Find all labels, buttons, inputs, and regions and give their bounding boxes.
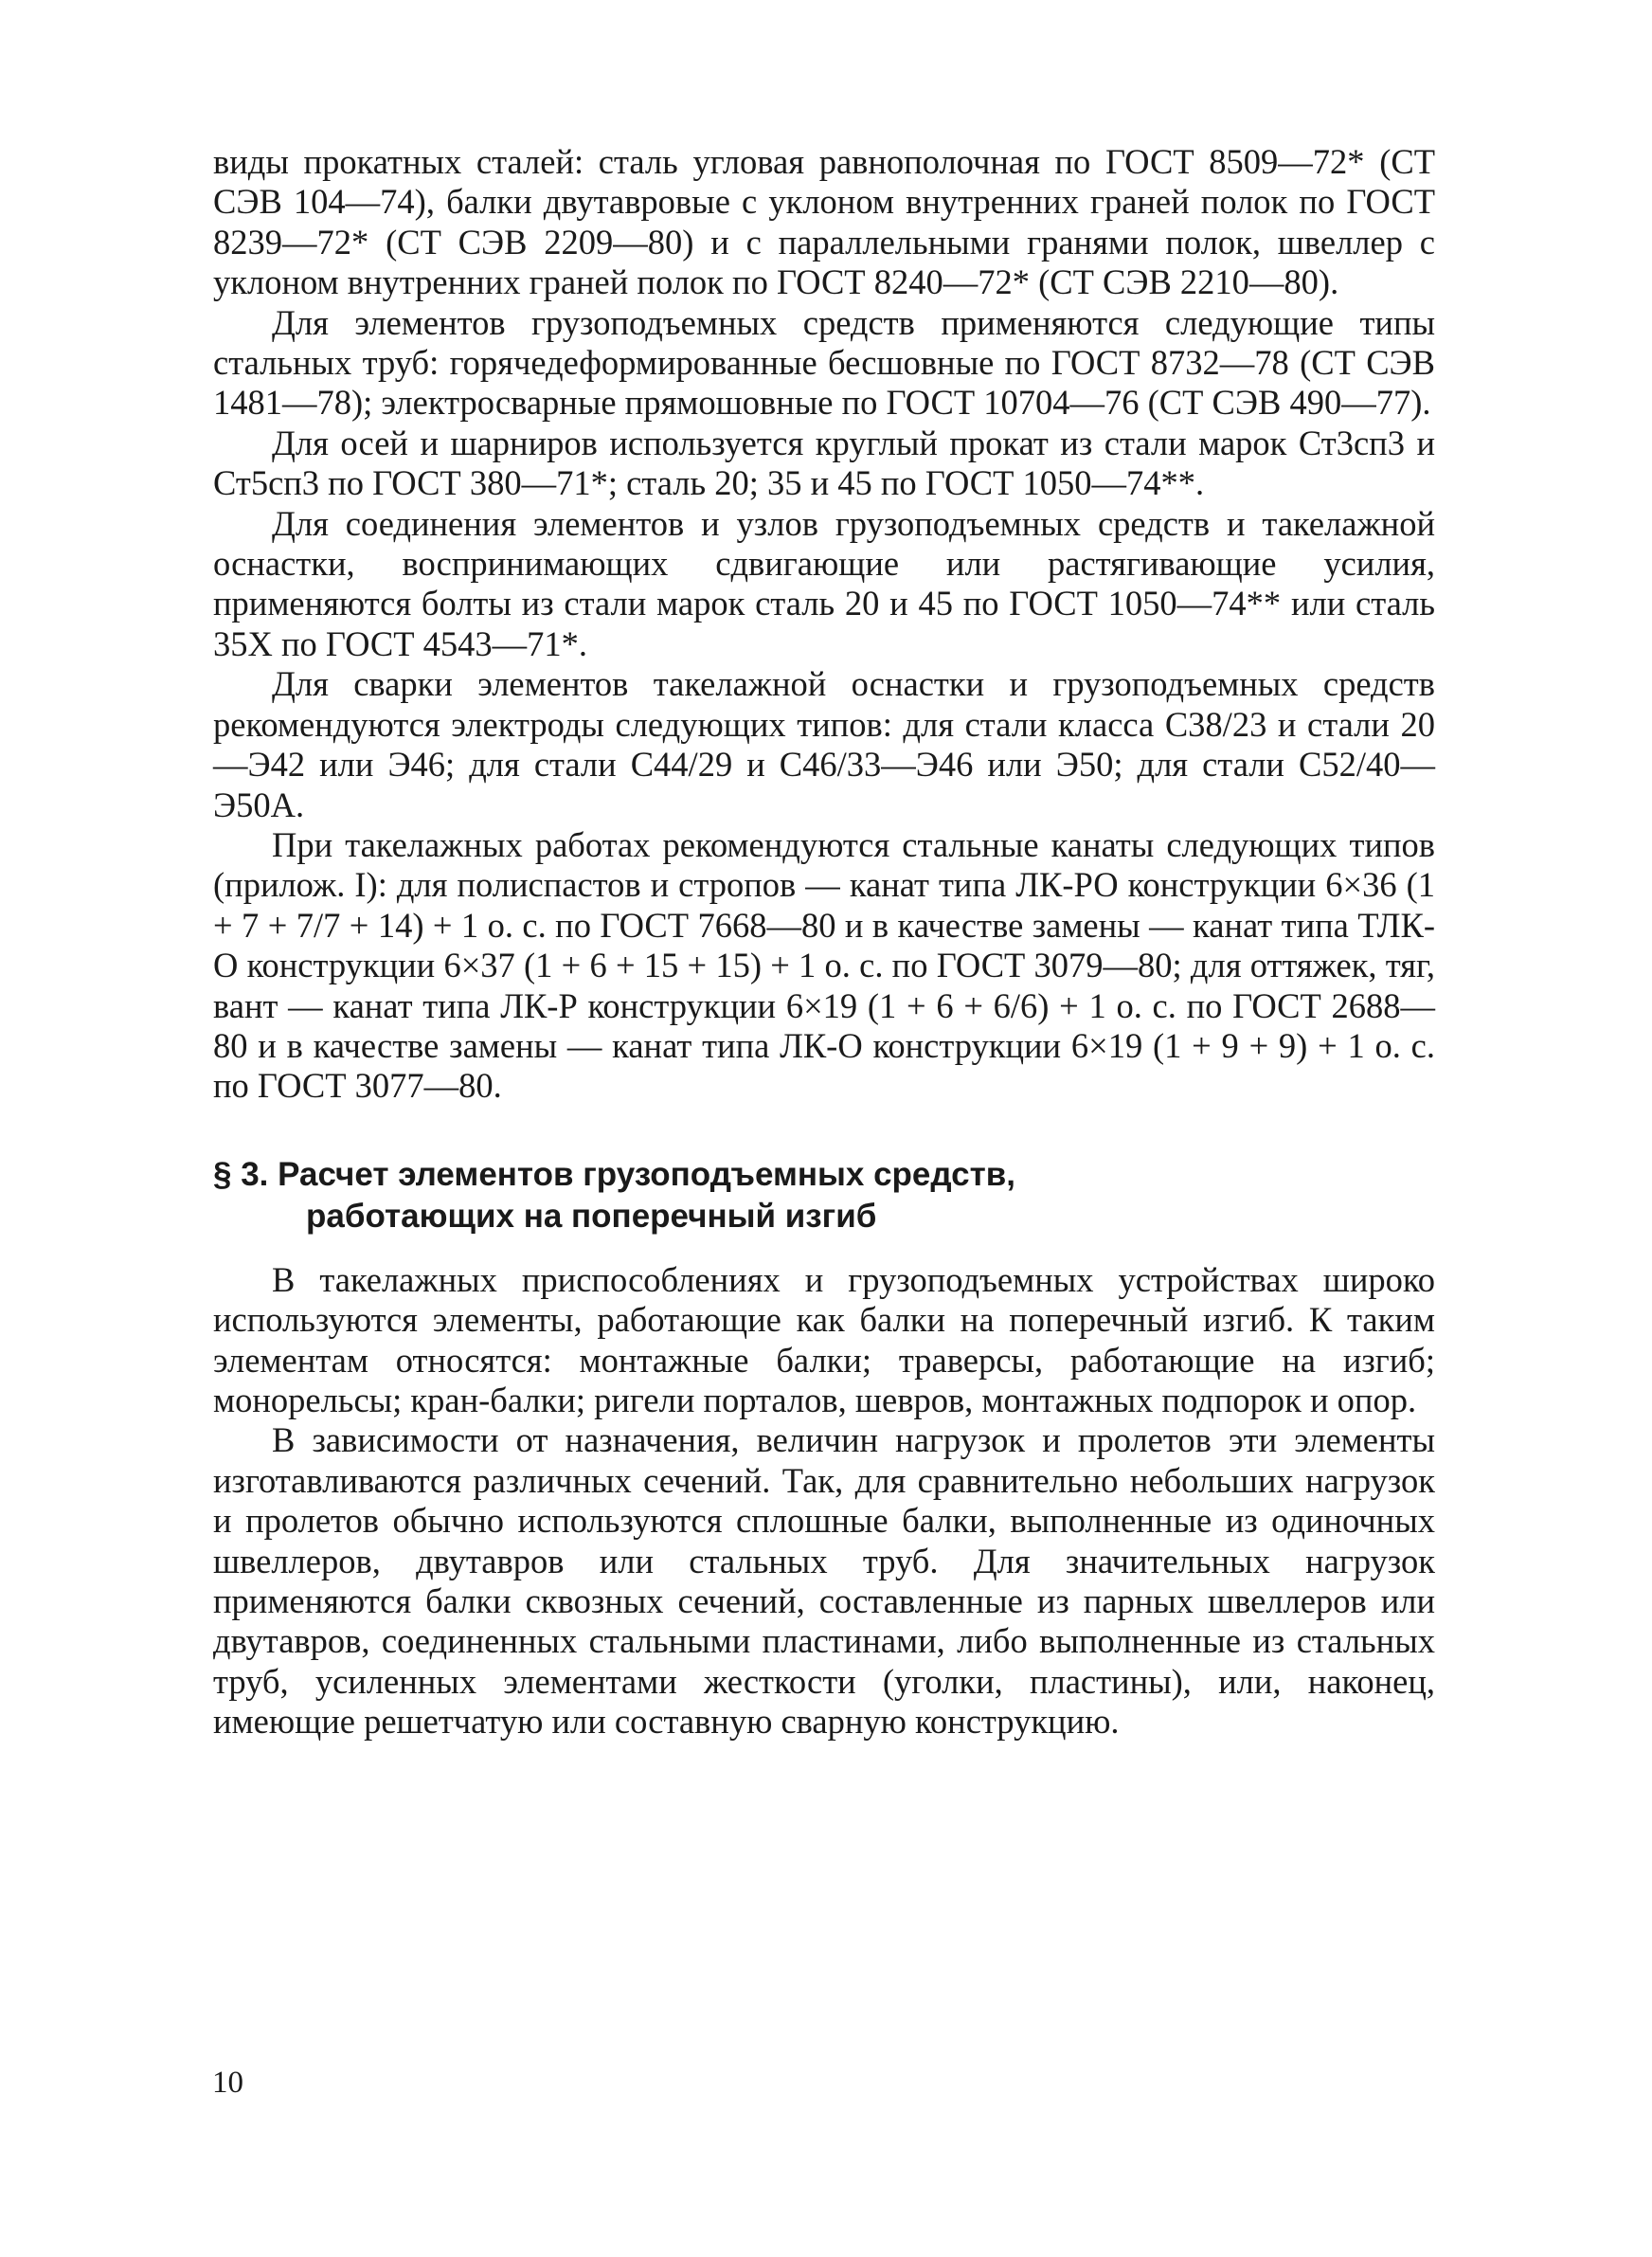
paragraph-bolts: Для соединения элементов и узлов грузоподъемных средств и такелажной оснастки, воспринимающих сдвигающие или растягивающие усилия, применяются болты из стали марок сталь 20 и 45 по ГОСТ 1050—74** или сталь 35Х по ГОСТ 4543—71*. <box>213 503 1435 663</box>
paragraph-beam-sections: В зависимости от назначения, величин нагрузок и пролетов эти элементы изготавливаются различных сечений. Так, для сравнительно небольших нагрузок и пролетов обычно используются сплошные балки, выполненные из одиночных швеллеров, двутавров или стальных труб. Для значительных нагрузок применяются балки сквозных сечений, составленные из парных швеллеров или двутавров, соединенных стальными пластинами, либо выполненные из стальных труб, усиленных элементами жесткости (уголки, пластины), или, наконец, имеющие решетчатую или составную сварную конструкцию. <box>213 1420 1435 1742</box>
paragraph-axles: Для осей и шарниров используется круглый прокат из стали марок Ст3сп3 и Ст5сп3 по ГОСТ 380—71*; сталь 20; 35 и 45 по ГОСТ 1050—74**. <box>213 423 1435 503</box>
paragraph-beam-elements: В такелажных приспособлениях и грузоподъемных устройствах широко используются элементы, работающие как балки на поперечный изгиб. К таким элементам относятся: монтажные балки; траверсы, работающие на изгиб; монорельсы; кран-балки; ригели порталов, шевров, монтажных подпорок и опор. <box>213 1259 1435 1419</box>
section-heading <box>213 1154 1435 1237</box>
paragraph-pipes: Для элементов грузоподъемных средств применяются следующие типы стальных труб: горячедеформированные бесшовные по ГОСТ 8732—78 (СТ СЭВ 1481—78); электросварные прямошовные по ГОСТ 10704—76 (СТ СЭВ 490—77). <box>213 302 1435 423</box>
page-number: 10 <box>212 2066 243 2100</box>
paragraph-electrodes: Для сварки элементов такелажной оснастки и грузоподъемных средств рекомендуются электроды следующих типов: для стали класса С38/23 и стали 20—Э42 или Э46; для стали С44/29 и С46/33—Э46 или Э50; для стали С52/40—Э50А. <box>213 664 1435 824</box>
page-text <box>213 142 1435 1742</box>
section-heading-line-1: § 3. Расчет элементов грузоподъемных средств, <box>213 1155 1015 1193</box>
section-heading-line-2: работающих на поперечный изгиб <box>306 1197 877 1235</box>
paragraph-ropes: При такелажных работах рекомендуются стальные канаты следующих типов (прилож. I): для полиспастов и стропов — канат типа ЛК-РО конструкции 6×36 (1 + 7 + 7/7 + 14) + 1 о. с. по ГОСТ 7668—80 и в качестве замены — канат типа ТЛК-О конструкции 6×37 (1 + 6 + 15 + 15) + 1 о. с. по ГОСТ 3079—80; для оттяжек, тяг, вант — канат типа ЛК-Р конструкции 6×19 (1 + 6 + 6/6) + 1 о. с. по ГОСТ 2688—80 и в качестве замены — канат типа ЛК-О конструкции 6×19 (1 + 9 + 9) + 1 о. с. по ГОСТ 3077—80. <box>213 824 1435 1106</box>
paragraph-steel-types: виды прокатных сталей: сталь угловая равнополочная по ГОСТ 8509—72* (СТ СЭВ 104—74), балки двутавровые с уклоном внутренних граней полок по ГОСТ 8239—72* (СТ СЭВ 2209—80) и с параллельными гранями полок, швеллер с уклоном внутренних граней полок по ГОСТ 8240—72* (СТ СЭВ 2210—80). <box>213 142 1435 302</box>
